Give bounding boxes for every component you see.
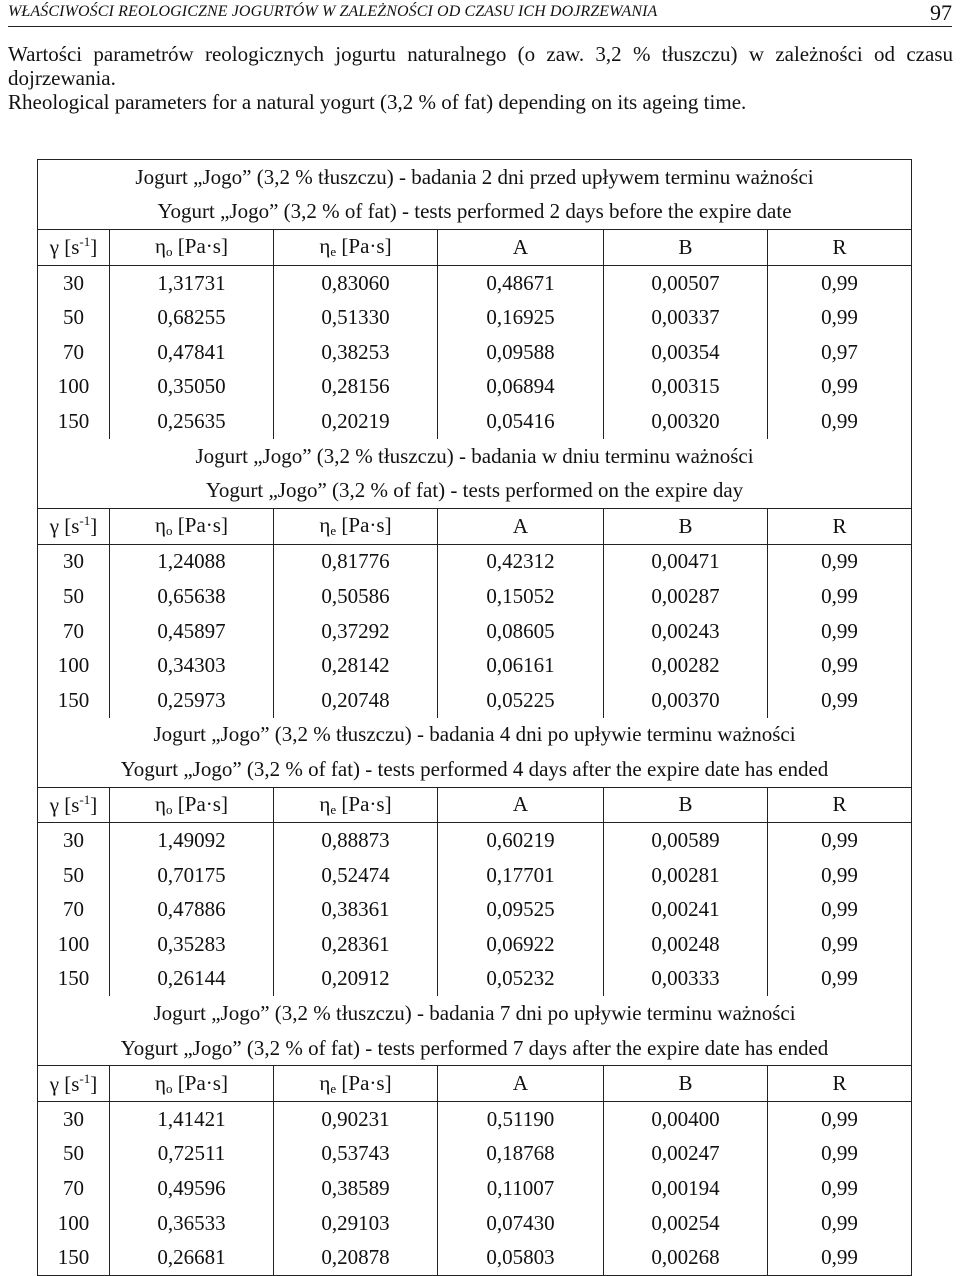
table-row bbox=[38, 614, 912, 649]
table-cell: 0,99 bbox=[768, 648, 912, 683]
section-title-english: Yogurt „Jogo” (3,2 % of fat) - tests performed 2 days before the expire date bbox=[38, 195, 912, 230]
table-cell: 0,99 bbox=[768, 404, 912, 439]
header-shear-rate-bracket: ] bbox=[90, 792, 98, 817]
header-shear-rate-symbol: γ [s bbox=[49, 792, 80, 817]
table-cell: 0,42312 bbox=[438, 544, 604, 579]
header-eta-o bbox=[110, 787, 274, 823]
header-eta-e-unit: [Pa·s] bbox=[336, 513, 392, 538]
table-cell: 0,26681 bbox=[110, 1240, 274, 1275]
table-cell: 0,97 bbox=[768, 335, 912, 370]
header-eta-e-unit: [Pa·s] bbox=[336, 234, 392, 259]
table-cell: 1,49092 bbox=[110, 823, 274, 858]
table-cell: 0,49596 bbox=[110, 1171, 274, 1206]
header-b: B bbox=[604, 508, 768, 544]
table-cell: 0,00282 bbox=[604, 648, 768, 683]
section-title-polish: Jogurt „Jogo” (3,2 % tłuszczu) - badania w dniu terminu ważności bbox=[38, 439, 912, 474]
header-eta-o bbox=[110, 508, 274, 544]
table-cell: 50 bbox=[38, 300, 110, 335]
table-cell: 0,06161 bbox=[438, 648, 604, 683]
table-cell: 0,00287 bbox=[604, 579, 768, 614]
table-cell: 0,72511 bbox=[110, 1137, 274, 1172]
header-r: R bbox=[768, 230, 912, 266]
table-cell: 0,17701 bbox=[438, 858, 604, 893]
header-eta-e-subscript: e bbox=[330, 244, 337, 260]
header-shear-rate-bracket: ] bbox=[90, 514, 98, 539]
table-caption bbox=[8, 42, 953, 114]
table-cell: 0,00247 bbox=[604, 1137, 768, 1172]
header-shear-rate bbox=[38, 508, 110, 544]
header-shear-rate-exponent: -1 bbox=[79, 1070, 91, 1086]
table-cell: 0,47886 bbox=[110, 892, 274, 927]
table-cell: 50 bbox=[38, 858, 110, 893]
header-eta-e-subscript: e bbox=[330, 1080, 337, 1096]
table-row bbox=[38, 1171, 912, 1206]
header-eta-e-symbol: η bbox=[319, 791, 331, 816]
table-cell: 70 bbox=[38, 1171, 110, 1206]
header-b: B bbox=[604, 1066, 768, 1102]
header-eta-o-unit: [Pa·s] bbox=[172, 234, 228, 259]
header-shear-rate-symbol: γ [s bbox=[49, 235, 80, 260]
table-cell: 150 bbox=[38, 683, 110, 718]
section-title-polish: Jogurt „Jogo” (3,2 % tłuszczu) - badania 2 dni przed upływem terminu ważności bbox=[38, 160, 912, 195]
header-shear-rate bbox=[38, 1066, 110, 1102]
section-title-row bbox=[38, 195, 912, 230]
header-shear-rate-symbol: γ [s bbox=[49, 1071, 80, 1096]
table-cell: 0,00354 bbox=[604, 335, 768, 370]
header-eta-o-subscript: o bbox=[166, 244, 173, 260]
table-cell: 70 bbox=[38, 614, 110, 649]
table-cell: 0,45897 bbox=[110, 614, 274, 649]
table-row bbox=[38, 265, 912, 300]
header-a: A bbox=[438, 230, 604, 266]
table-cell: 0,99 bbox=[768, 1102, 912, 1137]
table-cell: 0,00248 bbox=[604, 927, 768, 962]
header-eta-o-unit: [Pa·s] bbox=[172, 791, 228, 816]
header-eta-o bbox=[110, 230, 274, 266]
section-title-polish: Jogurt „Jogo” (3,2 % tłuszczu) - badania 7 dni po upływie terminu ważności bbox=[38, 996, 912, 1031]
table-cell: 0,26144 bbox=[110, 962, 274, 997]
table-cell: 0,00337 bbox=[604, 300, 768, 335]
table-cell: 0,20912 bbox=[274, 962, 438, 997]
table-cell: 0,00320 bbox=[604, 404, 768, 439]
table-cell: 0,99 bbox=[768, 579, 912, 614]
table-row bbox=[38, 962, 912, 997]
table-cell: 0,05232 bbox=[438, 962, 604, 997]
table-row bbox=[38, 335, 912, 370]
running-header bbox=[8, 0, 952, 27]
table-cell: 0,35050 bbox=[110, 370, 274, 405]
header-eta-e-subscript: e bbox=[330, 523, 337, 539]
header-shear-rate bbox=[38, 787, 110, 823]
table-cell: 0,00281 bbox=[604, 858, 768, 893]
table-cell: 0,00400 bbox=[604, 1102, 768, 1137]
header-eta-o-symbol: η bbox=[155, 791, 167, 816]
table-cell: 0,99 bbox=[768, 823, 912, 858]
header-r: R bbox=[768, 508, 912, 544]
table-cell: 0,00254 bbox=[604, 1206, 768, 1241]
table-cell: 0,00241 bbox=[604, 892, 768, 927]
table-cell: 150 bbox=[38, 962, 110, 997]
table-cell: 0,18768 bbox=[438, 1137, 604, 1172]
section-title-polish: Jogurt „Jogo” (3,2 % tłuszczu) - badania 4 dni po upływie terminu ważności bbox=[38, 718, 912, 753]
table-cell: 0,29103 bbox=[274, 1206, 438, 1241]
table-row bbox=[38, 892, 912, 927]
table-row bbox=[38, 927, 912, 962]
table-cell: 0,99 bbox=[768, 1171, 912, 1206]
table-cell: 0,99 bbox=[768, 614, 912, 649]
table-cell: 100 bbox=[38, 927, 110, 962]
header-eta-e bbox=[274, 230, 438, 266]
table-cell: 0,00194 bbox=[604, 1171, 768, 1206]
table-cell: 150 bbox=[38, 404, 110, 439]
header-b: B bbox=[604, 787, 768, 823]
table-cell: 0,00507 bbox=[604, 265, 768, 300]
table-cell: 0,53743 bbox=[274, 1137, 438, 1172]
table-row bbox=[38, 1102, 912, 1137]
header-a: A bbox=[438, 1066, 604, 1102]
header-eta-o-symbol: η bbox=[155, 234, 167, 259]
table-cell: 0,08605 bbox=[438, 614, 604, 649]
section-title-row bbox=[38, 1031, 912, 1066]
table-row bbox=[38, 370, 912, 405]
header-shear-rate-symbol: γ [s bbox=[49, 514, 80, 539]
header-shear-rate-bracket: ] bbox=[90, 235, 98, 260]
table-cell: 1,24088 bbox=[110, 544, 274, 579]
header-eta-o-symbol: η bbox=[155, 513, 167, 538]
header-a: A bbox=[438, 787, 604, 823]
section-title-english: Yogurt „Jogo” (3,2 % of fat) - tests performed on the expire day bbox=[38, 473, 912, 508]
table-cell: 0,52474 bbox=[274, 858, 438, 893]
table-cell: 0,99 bbox=[768, 683, 912, 718]
table-cell: 0,00471 bbox=[604, 544, 768, 579]
section-title-english: Yogurt „Jogo” (3,2 % of fat) - tests performed 7 days after the expire date has ended bbox=[38, 1031, 912, 1066]
table-cell: 0,99 bbox=[768, 858, 912, 893]
table-cell: 0,60219 bbox=[438, 823, 604, 858]
table-row bbox=[38, 579, 912, 614]
table-cell: 0,09525 bbox=[438, 892, 604, 927]
table-cell: 0,20878 bbox=[274, 1240, 438, 1275]
header-r: R bbox=[768, 1066, 912, 1102]
table-cell: 0,48671 bbox=[438, 265, 604, 300]
header-eta-e-unit: [Pa·s] bbox=[336, 1070, 392, 1095]
table-cell: 0,99 bbox=[768, 962, 912, 997]
table-cell: 0,81776 bbox=[274, 544, 438, 579]
header-a: A bbox=[438, 508, 604, 544]
table-cell: 0,28156 bbox=[274, 370, 438, 405]
table-cell: 0,65638 bbox=[110, 579, 274, 614]
table-cell: 0,99 bbox=[768, 544, 912, 579]
table-cell: 0,00370 bbox=[604, 683, 768, 718]
header-shear-rate-exponent: -1 bbox=[79, 234, 91, 250]
caption-english: Rheological parameters for a natural yogurt (3,2 % of fat) depending on its ageing time. bbox=[8, 90, 747, 114]
header-eta-e-symbol: η bbox=[319, 513, 331, 538]
table-cell: 0,05416 bbox=[438, 404, 604, 439]
header-eta-o-subscript: o bbox=[166, 1080, 173, 1096]
table-cell: 0,00589 bbox=[604, 823, 768, 858]
header-eta-o bbox=[110, 1066, 274, 1102]
table-cell: 0,00268 bbox=[604, 1240, 768, 1275]
table-cell: 50 bbox=[38, 1137, 110, 1172]
column-header-row bbox=[38, 1066, 912, 1102]
table-cell: 100 bbox=[38, 1206, 110, 1241]
table-cell: 0,99 bbox=[768, 892, 912, 927]
header-eta-e-symbol: η bbox=[319, 1070, 331, 1095]
page-number: 97 bbox=[930, 0, 952, 25]
section-title-row bbox=[38, 439, 912, 474]
header-eta-o-unit: [Pa·s] bbox=[172, 513, 228, 538]
column-header-row bbox=[38, 230, 912, 266]
table-cell: 0,28361 bbox=[274, 927, 438, 962]
table-cell: 0,70175 bbox=[110, 858, 274, 893]
table-cell: 0,38253 bbox=[274, 335, 438, 370]
table-cell: 0,88873 bbox=[274, 823, 438, 858]
table-cell: 50 bbox=[38, 579, 110, 614]
section-title-english: Yogurt „Jogo” (3,2 % of fat) - tests performed 4 days after the expire date has ended bbox=[38, 752, 912, 787]
caption-polish-line2: dojrzewania. bbox=[8, 66, 116, 90]
table-cell: 0,51330 bbox=[274, 300, 438, 335]
section-title-row bbox=[38, 718, 912, 753]
header-shear-rate-exponent: -1 bbox=[79, 791, 91, 807]
table-cell: 0,99 bbox=[768, 265, 912, 300]
table-cell: 0,99 bbox=[768, 1240, 912, 1275]
table-row bbox=[38, 1137, 912, 1172]
header-shear-rate-exponent: -1 bbox=[79, 513, 91, 529]
table-cell: 0,16925 bbox=[438, 300, 604, 335]
header-eta-o-symbol: η bbox=[155, 1070, 167, 1095]
table-cell: 0,34303 bbox=[110, 648, 274, 683]
table-cell: 30 bbox=[38, 1102, 110, 1137]
table-cell: 0,20748 bbox=[274, 683, 438, 718]
rheology-table bbox=[37, 159, 912, 1276]
table-cell: 30 bbox=[38, 544, 110, 579]
table-cell: 0,99 bbox=[768, 1206, 912, 1241]
table-cell: 0,20219 bbox=[274, 404, 438, 439]
table-cell: 0,00315 bbox=[604, 370, 768, 405]
table-cell: 0,83060 bbox=[274, 265, 438, 300]
table-cell: 0,50586 bbox=[274, 579, 438, 614]
table-cell: 0,00243 bbox=[604, 614, 768, 649]
table-cell: 0,99 bbox=[768, 300, 912, 335]
header-eta-o-subscript: o bbox=[166, 801, 173, 817]
table-cell: 0,00333 bbox=[604, 962, 768, 997]
table-row bbox=[38, 823, 912, 858]
table-cell: 100 bbox=[38, 648, 110, 683]
header-eta-e bbox=[274, 787, 438, 823]
header-eta-e bbox=[274, 1066, 438, 1102]
column-header-row bbox=[38, 508, 912, 544]
section-title-row bbox=[38, 752, 912, 787]
running-title: WŁAŚCIWOŚCI REOLOGICZNE JOGURTÓW W ZALEŻNOŚCI OD CZASU ICH DOJRZEWANIA bbox=[8, 3, 658, 20]
table-cell: 0,05803 bbox=[438, 1240, 604, 1275]
table-row bbox=[38, 404, 912, 439]
table-cell: 0,38361 bbox=[274, 892, 438, 927]
section-title-row bbox=[38, 473, 912, 508]
table-cell: 0,36533 bbox=[110, 1206, 274, 1241]
column-header-row bbox=[38, 787, 912, 823]
table-cell: 0,38589 bbox=[274, 1171, 438, 1206]
header-eta-e-unit: [Pa·s] bbox=[336, 791, 392, 816]
header-eta-o-unit: [Pa·s] bbox=[172, 1070, 228, 1095]
table-cell: 0,47841 bbox=[110, 335, 274, 370]
table-row bbox=[38, 300, 912, 335]
table-cell: 0,28142 bbox=[274, 648, 438, 683]
header-eta-e-symbol: η bbox=[319, 234, 331, 259]
table-cell: 0,11007 bbox=[438, 1171, 604, 1206]
table-cell: 30 bbox=[38, 823, 110, 858]
header-shear-rate bbox=[38, 230, 110, 266]
table-cell: 0,25973 bbox=[110, 683, 274, 718]
table-cell: 100 bbox=[38, 370, 110, 405]
table-cell: 0,99 bbox=[768, 370, 912, 405]
table-row bbox=[38, 683, 912, 718]
table-cell: 0,05225 bbox=[438, 683, 604, 718]
table-cell: 0,37292 bbox=[274, 614, 438, 649]
table-row bbox=[38, 648, 912, 683]
table-cell: 70 bbox=[38, 335, 110, 370]
header-shear-rate-bracket: ] bbox=[90, 1071, 98, 1096]
table-row bbox=[38, 1206, 912, 1241]
header-eta-e-subscript: e bbox=[330, 801, 337, 817]
table-cell: 0,90231 bbox=[274, 1102, 438, 1137]
table-cell: 0,25635 bbox=[110, 404, 274, 439]
header-eta-o-subscript: o bbox=[166, 523, 173, 539]
section-title-row bbox=[38, 996, 912, 1031]
table-cell: 30 bbox=[38, 265, 110, 300]
section-title-row bbox=[38, 160, 912, 195]
table-cell: 0,15052 bbox=[438, 579, 604, 614]
table-cell: 0,99 bbox=[768, 1137, 912, 1172]
table-cell: 1,31731 bbox=[110, 265, 274, 300]
table-cell: 0,35283 bbox=[110, 927, 274, 962]
header-eta-e bbox=[274, 508, 438, 544]
header-b: B bbox=[604, 230, 768, 266]
table-cell: 0,06922 bbox=[438, 927, 604, 962]
table-cell: 0,51190 bbox=[438, 1102, 604, 1137]
table-row bbox=[38, 544, 912, 579]
table-cell: 0,07430 bbox=[438, 1206, 604, 1241]
table-cell: 150 bbox=[38, 1240, 110, 1275]
table-row bbox=[38, 858, 912, 893]
caption-polish-line1: Wartości parametrów reologicznych jogurtu naturalnego (o zaw. 3,2 % tłuszczu) w zależności od czasu bbox=[8, 42, 953, 66]
table-cell: 0,99 bbox=[768, 927, 912, 962]
table-cell: 0,09588 bbox=[438, 335, 604, 370]
table-cell: 70 bbox=[38, 892, 110, 927]
table-row bbox=[38, 1240, 912, 1275]
table-cell: 1,41421 bbox=[110, 1102, 274, 1137]
table-cell: 0,06894 bbox=[438, 370, 604, 405]
table-cell: 0,68255 bbox=[110, 300, 274, 335]
header-r: R bbox=[768, 787, 912, 823]
